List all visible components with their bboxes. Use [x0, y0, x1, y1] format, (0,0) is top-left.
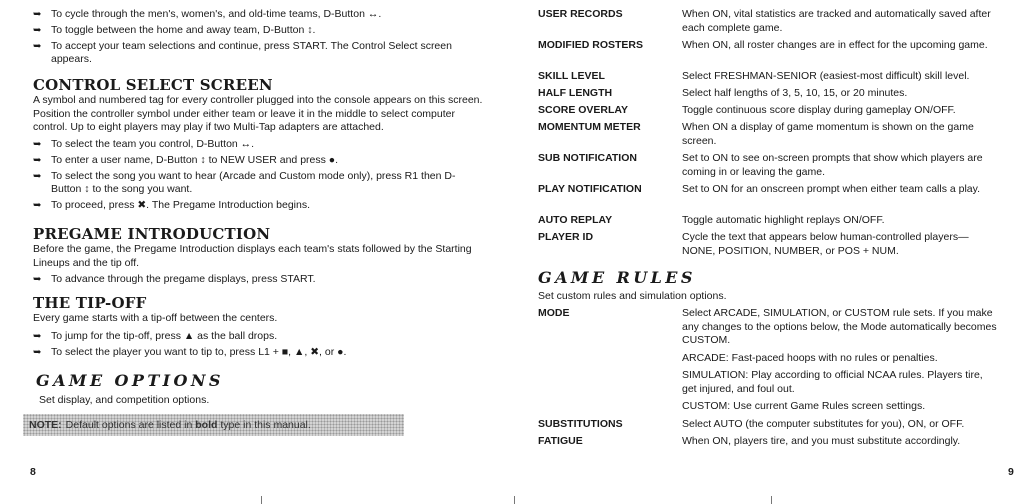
table-row: SCORE OVERLAY Toggle continuous score display during gameplay ON/OFF. [538, 104, 956, 116]
table-row: FATIGUE When ON, players tire, and you must substitute accordingly. [538, 435, 961, 447]
control-select-body: A symbol and numbered tag for every controller plugged into the console appears on this screen. Position the controller symbol under either team or leave it in the middle to select computer control. Up to eight players may play if two Multi-Tap adapters are attached. [33, 94, 483, 134]
list-item: ➥ To jump for the tip-off, press ▲ as the ball drops. [33, 330, 278, 342]
arrow-bullet-icon: ➥ [33, 170, 42, 182]
list-item: ➥ To select the song you want to hear (Arcade and Custom mode only), press R1 then D-Button ↕ to the song you want. [33, 169, 456, 196]
note-label: NOTE: [29, 419, 62, 431]
intro-bullets [33, 8, 483, 69]
page-number: 9 [1008, 466, 1014, 478]
arrow-bullet-icon: ➥ [33, 24, 42, 36]
list-item: ➥ To enter a user name, D-Button ↕ to NEW USER and press ●. [33, 153, 339, 166]
arrow-bullet-icon: ➥ [33, 331, 42, 342]
table-row: PLAYER ID Cycle the text that appears below human-controlled players—NONE, POSITION, NUMBER, or POS + NUM. [538, 231, 969, 257]
table-row: USER RECORDS When ON, vital statistics are tracked and automatically saved after each complete game. [538, 8, 991, 34]
section-heading-pregame: PREGAME INTRODUCTION [33, 225, 271, 243]
game-rules-body: Set custom rules and simulation options. [538, 290, 727, 302]
pregame-bullets [33, 273, 483, 289]
arrow-bullet-icon: ➥ [33, 9, 42, 20]
game-options-body: Set display, and competition options. [39, 394, 210, 406]
tipoff-bullets [33, 330, 483, 362]
arrow-bullet-icon: ➥ [33, 274, 42, 285]
table-row: AUTO REPLAY Toggle automatic highlight replays ON/OFF. [538, 214, 885, 226]
section-heading-control-select: CONTROL SELECT SCREEN [33, 76, 273, 94]
options-table [538, 8, 1000, 262]
note-box: NOTE: Default options are listed in bold type in this manual. [23, 414, 404, 436]
control-select-bullets [33, 138, 483, 215]
list-item: ➥ To select the team you control, D-Button ↔. [33, 138, 255, 150]
list-item: ➥ To toggle between the home and away team, D-Button ↕. [33, 23, 316, 36]
section-heading-game-rules: GAME RULES [538, 268, 696, 287]
mode-arcade-text: ARCADE: Fast-paced hoops with no rules or penalties. [682, 352, 938, 364]
table-row: MOMENTUM METER When ON a display of game momentum is shown on the game screen. [538, 121, 974, 147]
list-item: ➥ To cycle through the men's, women's, and old-time teams, D-Button ↔. [33, 8, 382, 20]
table-row: PLAY NOTIFICATION Set to ON for an onscreen prompt when either team calls a play. [538, 183, 981, 195]
list-item: ➥ To accept your team selections and continue, press START. The Control Select screen appears. [33, 39, 452, 66]
table-row: HALF LENGTH Select half lengths of 3, 5, 10, 15, or 20 minutes. [538, 87, 908, 99]
tipoff-body: Every game starts with a tip-off between the centers. [33, 312, 278, 324]
crop-mark [771, 496, 772, 504]
table-row: SUBSTITUTIONS Select AUTO (the computer substitutes for you), ON, or OFF. [538, 418, 965, 430]
list-item: ➥ To proceed, press ✖. The Pregame Introduction begins. [33, 199, 310, 212]
table-row: MODE Select ARCADE, SIMULATION, or CUSTOM rule sets. If you make any changes to the options below, the Mode automatically becomes CUSTOM. [538, 307, 997, 347]
arrow-bullet-icon: ➥ [33, 346, 42, 358]
section-heading-game-options: GAME OPTIONS [36, 371, 224, 390]
crop-mark [514, 496, 515, 504]
arrow-bullet-icon: ➥ [33, 40, 42, 52]
arrow-bullet-icon: ➥ [33, 154, 42, 166]
arrow-bullet-icon: ➥ [33, 139, 42, 150]
page-number: 8 [30, 466, 36, 478]
list-item: ➥ To select the player you want to tip to, press L1 + ■, ▲, ✖, or ●. [33, 345, 347, 358]
list-item: ➥ To advance through the pregame displays, press START. [33, 273, 316, 285]
table-row: SUB NOTIFICATION Set to ON to see on-screen prompts that show which players are coming in or leaving the game. [538, 152, 983, 178]
table-row: MODIFIED ROSTERS When ON, all roster changes are in effect for the upcoming game. [538, 39, 988, 51]
arrow-bullet-icon: ➥ [33, 200, 42, 212]
section-heading-tipoff: THE TIP-OFF [33, 294, 147, 312]
mode-custom-text: CUSTOM: Use current Game Rules screen settings. [682, 400, 926, 412]
pregame-body: Before the game, the Pregame Introduction displays each team's stats followed by the Starting Lineups and the tip off. [33, 243, 472, 269]
crop-mark [261, 496, 262, 504]
mode-simulation-text: SIMULATION: Play according to official NCAA rules. Players tire, get injured, and foul out. [682, 369, 983, 395]
table-row: SKILL LEVEL Select FRESHMAN-SENIOR (easiest-most difficult) skill level. [538, 70, 970, 82]
